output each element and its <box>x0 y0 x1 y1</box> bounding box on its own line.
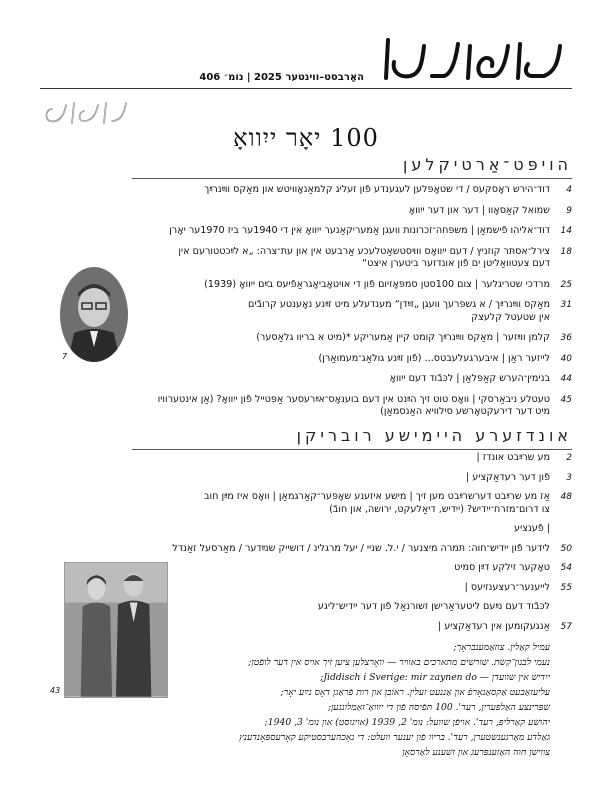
dept-page-number: 2 <box>566 453 572 463</box>
dept-entry-text: | פֿענציע <box>514 523 550 534</box>
received-book-item: עליעזאַבעט אַקסאַנאָרפֿ און אַננעט זעלין. ראוֹבן און רות פֿראַגן דאָס נײַע יאָר; <box>280 687 550 698</box>
toc-entry[interactable] <box>132 299 572 324</box>
received-book-item: צווישן חוה האַזענפּרעג און זשענע לאַרסאָן <box>402 747 550 758</box>
dept-entry[interactable] <box>132 582 572 595</box>
toc-page-number: 9 <box>566 205 572 216</box>
toc-entry[interactable] <box>132 353 572 366</box>
toc-page-number: 40 <box>560 353 572 364</box>
toc-entry[interactable] <box>132 246 572 271</box>
toc-entry-text: טעטלע ניבאַרסקי | וואָס טוט זיך הײַנט אין דעם בוענאָס־אײַרעסער אַפּטייל פֿון ייִוואָ? (אַן אינטערוויו <box>157 393 550 405</box>
dept-entry-text: אַנגעקומען אין רעדאַקציע | <box>437 620 550 632</box>
portrait-page-number: 7 <box>62 352 68 361</box>
depts-toc <box>132 452 572 760</box>
toc-entry-text: לייזער ראַן | איבערגעלעבטס... (פֿון זײַנע גולאַג־מעמואַרן) <box>318 352 550 364</box>
dept-entry[interactable] <box>132 491 572 516</box>
dept-entry[interactable] <box>132 523 572 536</box>
dept-entry-text: טאָקער זילקע דײַן סמיט <box>454 562 550 573</box>
toc-entry[interactable] <box>132 279 572 292</box>
depts-section-heading <box>132 426 572 445</box>
masthead-logo <box>372 34 572 86</box>
dept-page-number: 54 <box>560 563 572 573</box>
dept-page-number: 50 <box>560 543 572 554</box>
dept-entry[interactable] <box>132 601 572 614</box>
received-book-item: ייִדיש אין שוועדן — Jiddisch i Sverige: mir zaynen do; <box>320 672 550 683</box>
received-book-item: נעמי לבנון־קשת. שורשים מתארכים באוויר — וואָרצלען ציען זיך אויס אין דער לופֿטן; <box>248 657 550 668</box>
dept-entry[interactable] <box>132 472 572 485</box>
dept-entry-text: אַז מע שרײַבט דערשרײַבט מען זיך | מישע איזענע שאָפּער־קאַרגמאַן | וואָס איז מײַן חוב <box>203 491 550 502</box>
dept-entry[interactable] <box>132 452 572 465</box>
toc-entry-text: קלמן ווײַזער | מאַקס ווײַנרײַך קומט קיין אַמעריקע *(מיט א בריוו גלאַסער) <box>256 332 550 343</box>
received-book-item: יהושע קאַרליפּ, רעד'. אויפֿן שוועל: נומ' 2, 1939 (אויגוסט) און נומ' 3, 1940; <box>264 717 550 728</box>
toc-entry-text: דוד־הירש ראָסקעס / די שטאָפּלען לעגענדע פֿון זעליג קלמאַנאָוויטש און מאַקס ווײַנרײַך <box>204 184 550 195</box>
dept-entry-text-continued: צו דרום־מזרח־ייִדיש? (ייִדיש, דיאַלעקט, ירושה, און חובֿ) <box>329 503 550 515</box>
dept-page-number: 3 <box>566 472 572 483</box>
portrait-photo <box>60 267 128 362</box>
toc-entry-text: בנימין־הערש קאַפּלאַן | לכּבֿוד דעם ייִוואָ <box>389 373 550 384</box>
main-section-heading-text: הויפּט־אַרטיקלען <box>402 155 572 174</box>
toc-entry[interactable] <box>132 394 572 419</box>
couple-photo-art <box>65 563 167 697</box>
toc-entry[interactable] <box>132 332 572 345</box>
toc-page-number: 44 <box>560 374 572 384</box>
received-book-item: גאַלדע מאַרגענשטערן, רעד'. בריוו פֿון יענער וועלט: די נאָכהערבסטיקע קאָרעספּאָנדענץ <box>239 732 550 743</box>
toc-entry-text: מרדכי שטריגלער | צום 100סטן סמפּאָזיום פֿון די אויטאָביאָגראַפֿיעס בײַם ייִוואָ (1939) <box>204 278 550 290</box>
toc-page-number: 36 <box>560 333 572 343</box>
dept-entry-text: לידער פֿון ייִדיש־חוה: תּמרה מיצנער / י.ל. שניי / יעל מרגלינ / דושייק שנײַדער / מאַרסעל זאַנדל <box>172 542 550 554</box>
toc-entry[interactable] <box>132 373 572 386</box>
dept-page-number: 57 <box>560 621 572 632</box>
dept-entry-text: מע שרײַבט אונדז | <box>476 452 550 463</box>
main-section-heading <box>132 155 572 174</box>
received-book-item: שפּרינצע האַלפּערין, רעד'. 100 תּפֿיסה פֿון די ייִוואָ־זאַמלונגען; <box>328 702 550 713</box>
depts-section-heading-text: אונדזערע היימישע רובריקן <box>296 426 572 445</box>
toc-entry-text-continued: מיט דער דירעקטאָרשע סילוויא האַנסמאַן) <box>380 406 550 417</box>
portrait-photo-art <box>60 267 128 362</box>
toc-entry[interactable] <box>132 225 572 238</box>
toc-entry[interactable] <box>132 184 572 197</box>
couple-page-number: 43 <box>50 686 61 695</box>
main-toc <box>132 184 572 427</box>
dept-entry[interactable] <box>132 543 572 556</box>
couple-photo <box>64 562 168 698</box>
dept-entry-text: לכּבֿוד דעם נײַעם ליטעראַרישן זשורנאַל פֿון דער ייִדיש־ליגע <box>317 601 550 612</box>
toc-page-number: 45 <box>560 394 572 405</box>
toc-entry-text: צירל־אסתּר קוזניץ / דעם ייִוואָס ווױסטשאַטלעכע אַרבעט אין און עת־צרה: „א לײַכטטורעם אין <box>178 245 550 257</box>
toc-entry-text-continued: אין שטעטל קלעצק <box>471 311 550 323</box>
toc-entry-text-continued: דעם צעטוואַליטן ים פֿון אונדזער ביטערן איצט“ <box>362 258 550 269</box>
dept-entry-text: לייענער־רעצענזיעס | <box>464 581 550 593</box>
small-logo <box>40 97 132 127</box>
toc-page-number: 25 <box>560 279 572 290</box>
dept-entry[interactable] <box>132 621 572 634</box>
toc-page-number: 18 <box>560 246 572 257</box>
toc-page-number: 31 <box>560 300 572 310</box>
header-rule <box>40 88 572 89</box>
toc-entry[interactable] <box>132 205 572 218</box>
toc-entry-text: מאַקס ווײַנרײַך / א גשפּרעך וועגן „זײַדן“ מענדעלע מיט זײַנע נאָענטע קרובֿים <box>247 299 550 310</box>
toc-entry-text: דוד־אליהו פֿישמאַן | משפּחה־זכרונות וועגן אַמעריקאַנער ייִוואָ אין די 1940ער ביז 1970ער יאָרן <box>169 225 550 236</box>
toc-page-number: 14 <box>560 226 572 236</box>
page-title: 100 יאָר ייִוואָ <box>233 124 379 152</box>
small-logo-art <box>40 97 132 127</box>
dept-page-number: 55 <box>560 582 572 593</box>
issue-line: האַרבסט–ווינטער 2025 | נומ׳ 406 <box>199 72 364 83</box>
dept-entry-text: פֿון דער רעדאַקציע | <box>466 471 550 483</box>
toc-page-number: 4 <box>566 185 572 195</box>
toc-entry-text: שמואל קאַסאָוו | דער און דער ייִוואָ <box>408 204 550 216</box>
masthead-logo-art <box>372 34 572 86</box>
received-books-list <box>132 640 572 760</box>
dept-entry[interactable] <box>132 562 572 575</box>
dept-page-number: 48 <box>560 492 572 502</box>
received-book-item: עמיל קאַלין. צוזאַמענבראָך; <box>453 642 550 653</box>
